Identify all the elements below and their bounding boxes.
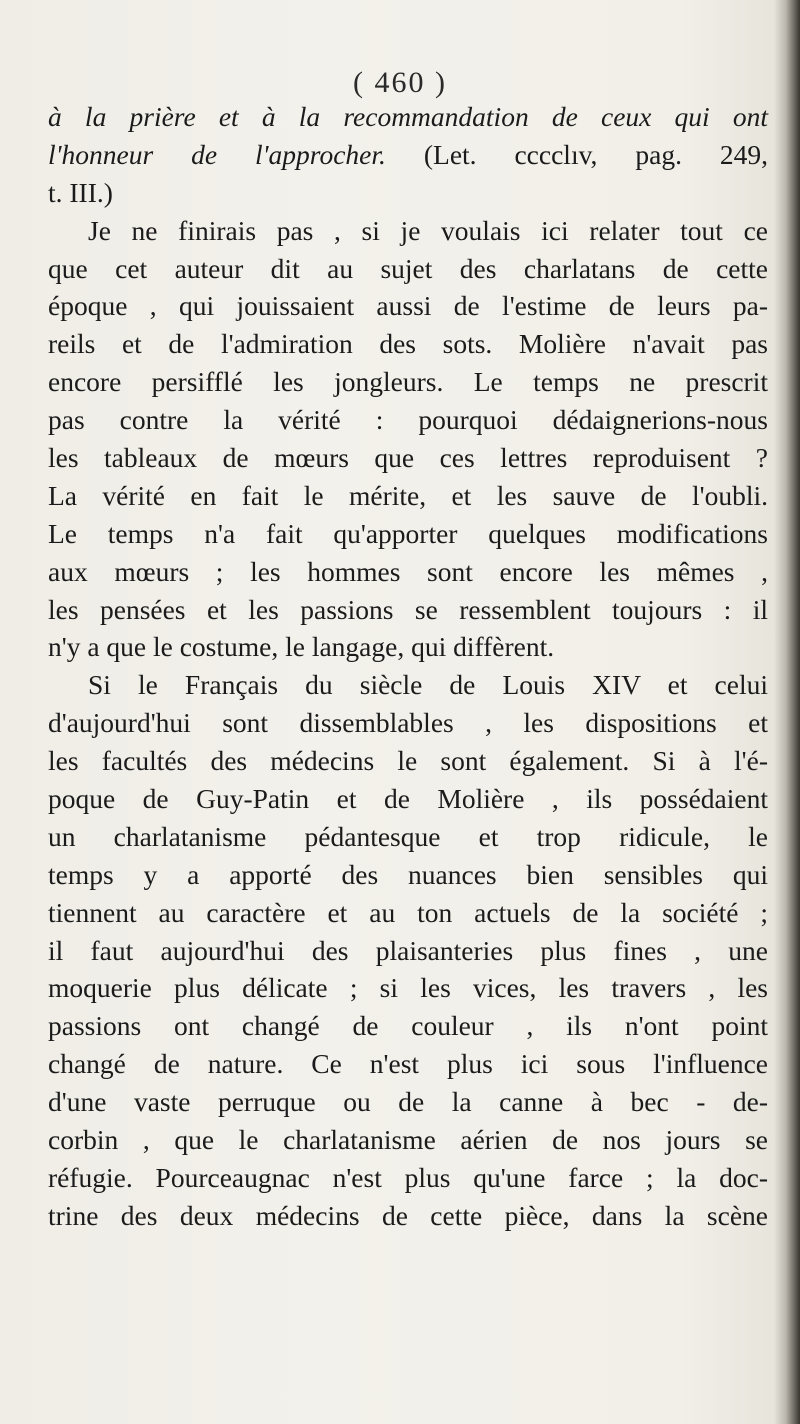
text-line — [48, 250, 768, 288]
text-line — [48, 553, 768, 591]
text-run: reils et de l'admiration des sots. Molière n'avait pas — [48, 328, 768, 360]
text-line — [48, 818, 768, 856]
text-line — [48, 98, 768, 136]
page-number: ( 460 ) — [353, 66, 447, 99]
text-run: n'y a que le costume, le langage, qui diffèrent. — [48, 631, 555, 663]
text-run: Le temps n'a fait qu'apporter quelques modifications — [48, 517, 768, 549]
text-line — [48, 1121, 768, 1159]
page-binding-shadow — [774, 0, 800, 1424]
text-line — [48, 136, 768, 174]
text-line — [48, 742, 768, 780]
text-line — [48, 666, 768, 704]
text-run: encore persifflé les jongleurs. Le temps ne prescrit — [48, 366, 768, 398]
text-run: un charlatanisme pédantesque et trop ridicule, le — [48, 820, 768, 852]
text-line — [48, 1007, 768, 1045]
text-run: moquerie plus délicate ; si les vices, les travers , les — [48, 972, 768, 1004]
text-run: les facultés des médecins le sont également. Si à l'é- — [48, 745, 768, 777]
text-line — [48, 1159, 768, 1197]
text-run: réfugie. Pourceaugnac n'est plus qu'une farce ; la doc- — [48, 1161, 768, 1193]
text-run: aux mœurs ; les hommes sont encore les mêmes , — [48, 555, 768, 587]
text-run: pas contre la vérité : pourquoi dédaignerions-nous — [48, 404, 768, 436]
text-run: trine des deux médecins de cette pièce, dans la scène — [48, 1199, 768, 1231]
text-line — [48, 780, 768, 818]
text-line — [48, 439, 768, 477]
text-line — [48, 477, 768, 515]
text-line — [48, 704, 768, 742]
text-line — [48, 212, 768, 250]
text-line — [48, 287, 768, 325]
text-run: époque , qui jouissaient aussi de l'estime de leurs pa- — [48, 290, 768, 322]
text-line — [48, 1083, 768, 1121]
text-run: d'aujourd'hui sont dissemblables , les dispositions et — [48, 707, 768, 739]
text-run: à la prière et à la recommandation de ceux qui ont — [48, 101, 768, 132]
body-text — [48, 98, 768, 1235]
text-run: t. III.) — [48, 176, 113, 208]
text-run: corbin , que le charlatanisme aérien de nos jours se — [48, 1124, 768, 1156]
text-run: d'une vaste perruque ou de la canne à bec - de- — [48, 1086, 768, 1118]
text-run: Si le Français du siècle de Louis XIV et celui — [88, 669, 768, 701]
text-run: passions ont changé de couleur , ils n'ont point — [48, 1010, 768, 1042]
text-run: les tableaux de mœurs que ces lettres reproduisent ? — [48, 442, 768, 474]
text-run: il faut aujourd'hui des plaisanteries plus fines , une — [48, 934, 768, 966]
text-run: (Let. cccclıv, pag. 249, — [423, 138, 769, 170]
text-line — [48, 932, 768, 970]
text-run: La vérité en fait le mérite, et les sauve de l'oubli. — [48, 479, 768, 511]
text-run: que cet auteur dit au sujet des charlatans de cette — [48, 252, 768, 284]
text-line — [48, 894, 768, 932]
text-line — [48, 174, 768, 212]
text-line — [48, 363, 768, 401]
text-run: les pensées et les passions se ressemblent toujours : il — [48, 593, 768, 625]
text-run: temps y a apporté des nuances bien sensibles qui — [48, 858, 768, 890]
text-run: tiennent au caractère et au ton actuels de la société ; — [48, 896, 768, 928]
text-run: l'honneur de l'approcher. — [48, 138, 424, 170]
text-run: Je ne finirais pas , si je voulais ici relater tout ce — [88, 214, 768, 246]
text-line — [48, 591, 768, 629]
text-line — [48, 856, 768, 894]
text-line — [48, 325, 768, 363]
text-line — [48, 1045, 768, 1083]
text-run: changé de nature. Ce n'est plus ici sous l'influence — [48, 1048, 768, 1080]
text-line — [48, 515, 768, 553]
text-run: poque de Guy-Patin et de Molière , ils possédaient — [48, 783, 768, 815]
text-line — [48, 628, 768, 666]
text-line — [48, 401, 768, 439]
text-line — [48, 969, 768, 1007]
text-line — [48, 1197, 768, 1235]
